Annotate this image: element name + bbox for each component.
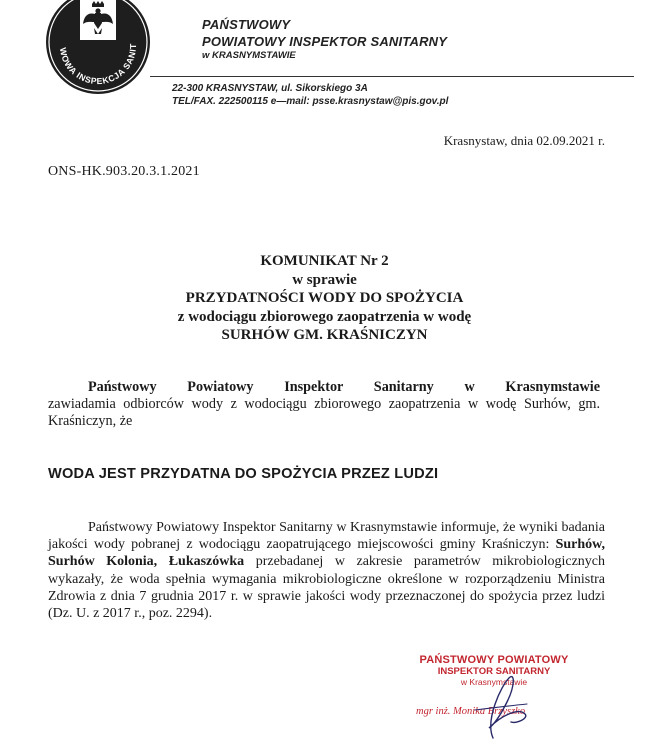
notice-paragraph-subject: Państwowy Powiatowy Inspektor Sanitarny w Krasnymstawie xyxy=(88,379,600,395)
announcement-title xyxy=(0,252,649,345)
title-line-5: SURHÓW GM. KRAŚNICZYN xyxy=(221,327,428,343)
details-text-2: przebadanej w zakresie parametrów mikrobiologicznych wykazały, że woda spełnia wymagania mikrobiologiczne określone w rozporządzeniu Ministra Zdrowia z dnia 7 grudnia 2017 r. w sprawie jakości wody przeznaczonej do spożycia przez ludzi (Dz. U. z 2017 r., poz. 2294). xyxy=(48,554,606,622)
notice-paragraph-text: zawiadamia odbiorców wody z wodociągu zbiorowego zaopatrzenia w wodę Surhów, gm. Kraśniczyn, że xyxy=(48,396,600,429)
title-line-2: w sprawie xyxy=(292,271,357,288)
place-and-date: Krasnystaw, dnia 02.09.2021 r. xyxy=(443,133,605,148)
institution-address-block xyxy=(172,82,448,108)
institution-name xyxy=(202,16,447,62)
handwritten-signature xyxy=(455,668,545,748)
logo-ring-text: WOWA INSPEKCJA SANIT xyxy=(57,43,139,87)
reference-number: ONS-HK.903.20.3.1.2021 xyxy=(48,164,200,179)
institution-line-3: w KRASNYMSTAWIE xyxy=(202,50,296,61)
stamp-line-2: INSPEKTOR SANITARNY xyxy=(437,666,551,677)
details-text-1: Państwowy Powiatowy Inspektor Sanitarny w Krasnymstawie informuje, że wyniki badania jakości wody pobranej z wodociągu zaopatrującego miejscowości gminy Kraśniczyn: xyxy=(48,520,605,553)
institution-line-1: PAŃSTWOWY xyxy=(202,17,291,32)
title-line-4: z wodociągu zbiorowego zaopatrzenia w wodę xyxy=(177,308,472,325)
institution-address: 22-300 KRASNYSTAW, ul. Sikorskiego 3A xyxy=(172,83,368,94)
title-line-1: KOMUNIKAT Nr 2 xyxy=(260,253,389,269)
header-divider xyxy=(150,76,634,77)
verdict-heading: WODA JEST PRZYDATNA DO SPOŻYCIA PRZEZ LUDZI xyxy=(48,466,439,482)
institution-contact: TEL/FAX. 222500115 e—mail: psse.krasnystaw@pis.gov.pl xyxy=(172,96,449,107)
institution-line-2: POWIATOWY INSPEKTOR SANITARNY xyxy=(202,34,448,49)
details-paragraph xyxy=(48,519,605,622)
notice-paragraph xyxy=(48,379,600,430)
sanitary-inspection-logo xyxy=(42,0,154,98)
stamp-line-3: w Krasnymstawie xyxy=(460,677,528,687)
stamp-signer: mgr inż. Monika Brzyszko xyxy=(416,706,526,717)
stamp-line-1: PAŃSTWOWY POWIATOWY xyxy=(419,654,569,666)
details-localities: Surhów, Surhów Kolonia, Łukaszówka xyxy=(48,537,605,570)
title-line-3: PRZYDATNOŚCI WODY DO SPOŻYCIA xyxy=(185,290,464,306)
